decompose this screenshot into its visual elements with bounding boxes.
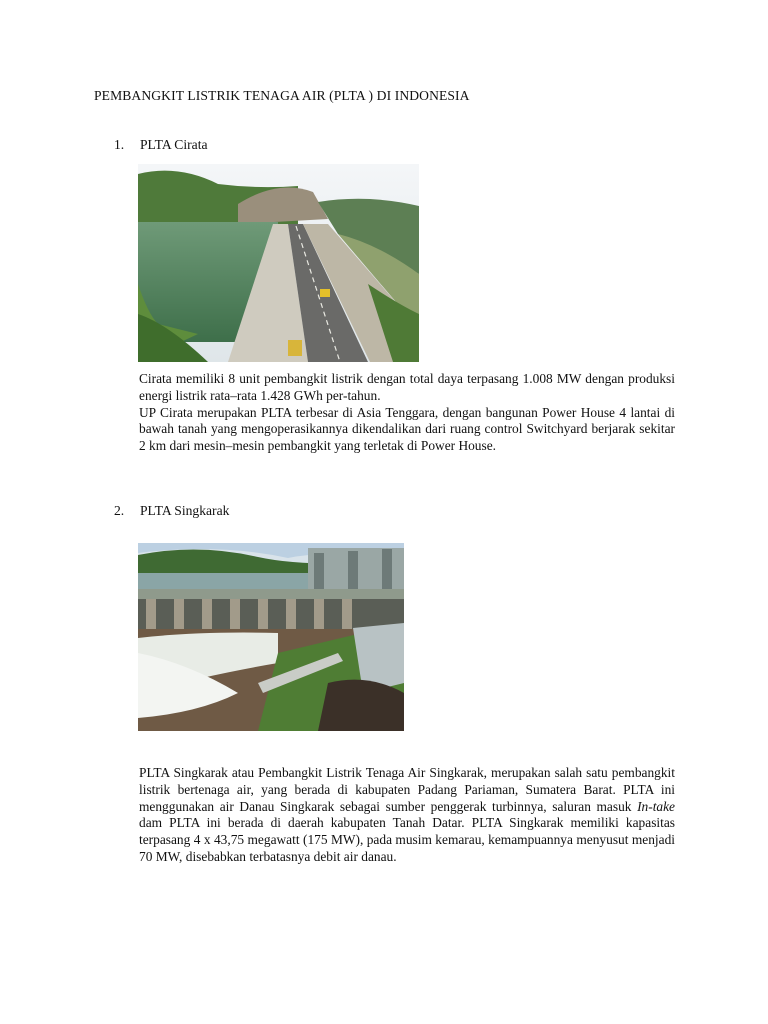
text-part: dam PLTA ini berada di daerah kabupaten Tanah Datar. PLTA Singkarak memiliki kapasitas terpasang 4 x 43,75 megawatt (175 MW), pada musim kemarau, kemampuannya menyusut menjadi 70 MW, disebabkan terbatasnya debit air danau. (139, 815, 675, 864)
section-heading-singkarak (114, 503, 229, 519)
section-number: 2. (114, 503, 125, 518)
cirata-description (139, 371, 675, 455)
section-title: PLTA Singkarak (140, 503, 230, 518)
singkarak-dam-photo (138, 543, 404, 731)
section-heading-cirata (114, 137, 208, 153)
paragraph: UP Cirata merupakan PLTA terbesar di Asia Tenggara, dengan bangunan Power House 4 lantai di bawah tanah yang mengoperasikannya dikendalikan dari ruang control Switchyard berjarak sekitar 2 km dari mesin–mesin pembangkit yang terletak di Power House. (139, 404, 675, 454)
cirata-dam-photo (138, 164, 419, 362)
paragraph (139, 765, 675, 866)
section-number: 1. (114, 137, 125, 152)
document-title: PEMBANGKIT LISTRIK TENAGA AIR (PLTA ) DI INDONESIA (94, 88, 470, 103)
singkarak-description (139, 765, 675, 866)
dam-photo-icon (138, 543, 404, 731)
section-title: PLTA Cirata (140, 137, 208, 152)
italic-term: In-take (637, 798, 675, 814)
text-part: PLTA Singkarak atau Pembangkit Listrik Tenaga Air Singkarak, merupakan salah satu pembangkit listrik bertenaga air, yang berada di kabupaten Padang Pariaman, Sumatera Barat. PLTA ini menggunakan air Danau Singkarak sebagai sumber penggerak turbinnya, saluran masuk (139, 765, 675, 814)
paragraph: Cirata memiliki 8 unit pembangkit listrik dengan total daya terpasang 1.008 MW dengan produksi energi listrik rata–rata 1.428 GWh per-tahun. (139, 371, 675, 403)
dam-photo-icon (138, 164, 419, 362)
